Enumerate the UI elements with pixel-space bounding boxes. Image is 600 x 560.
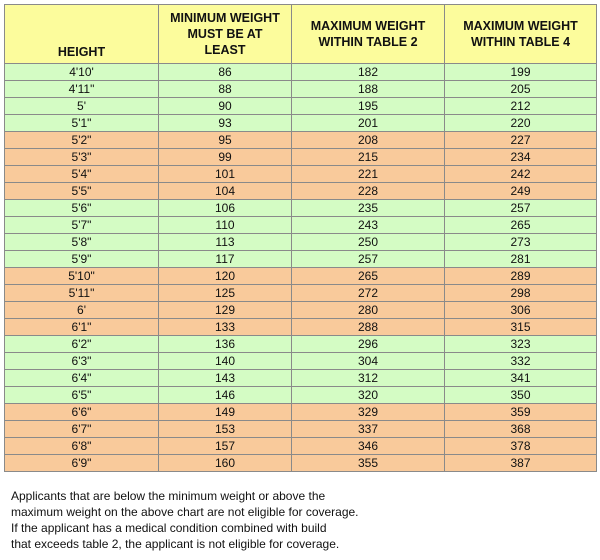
table-row <box>5 387 597 404</box>
cell-max-table2: 188 <box>292 81 445 98</box>
header-min-weight-line2: MUST BE AT <box>187 27 263 41</box>
header-height-label: HEIGHT <box>57 45 106 59</box>
table-row <box>5 353 597 370</box>
eligibility-notes <box>11 488 571 552</box>
cell-max-table2: 208 <box>292 132 445 149</box>
table-row <box>5 149 597 166</box>
cell-max-table4: 265 <box>445 217 597 234</box>
cell-min-weight: 146 <box>159 387 292 404</box>
cell-max-table2: 337 <box>292 421 445 438</box>
table-row <box>5 285 597 302</box>
table-row <box>5 302 597 319</box>
cell-min-weight: 104 <box>159 183 292 200</box>
cell-height: 5'4" <box>5 166 159 183</box>
cell-max-table4: 205 <box>445 81 597 98</box>
cell-max-table4: 323 <box>445 336 597 353</box>
cell-max-table4: 234 <box>445 149 597 166</box>
header-max-table2-line1: MAXIMUM WEIGHT <box>310 19 426 33</box>
cell-min-weight: 110 <box>159 217 292 234</box>
cell-height: 5'11" <box>5 285 159 302</box>
cell-min-weight: 149 <box>159 404 292 421</box>
header-max-table4-line1: MAXIMUM WEIGHT <box>463 19 578 33</box>
cell-max-table2: 257 <box>292 251 445 268</box>
cell-height: 6'3" <box>5 353 159 370</box>
cell-min-weight: 140 <box>159 353 292 370</box>
table-row <box>5 421 597 438</box>
cell-max-table2: 250 <box>292 234 445 251</box>
cell-max-table2: 221 <box>292 166 445 183</box>
cell-min-weight: 88 <box>159 81 292 98</box>
table-row <box>5 64 597 81</box>
cell-max-table2: 201 <box>292 115 445 132</box>
cell-height: 6'2" <box>5 336 159 353</box>
table-row <box>5 217 597 234</box>
cell-max-table2: 182 <box>292 64 445 81</box>
cell-min-weight: 101 <box>159 166 292 183</box>
cell-max-table2: 329 <box>292 404 445 421</box>
header-min-weight-line1: MINIMUM WEIGHT <box>170 11 280 25</box>
table-row <box>5 132 597 149</box>
header-min-weight <box>159 5 292 64</box>
table-row <box>5 370 597 387</box>
cell-max-table2: 195 <box>292 98 445 115</box>
table-row <box>5 336 597 353</box>
cell-min-weight: 157 <box>159 438 292 455</box>
cell-height: 5'9" <box>5 251 159 268</box>
cell-min-weight: 106 <box>159 200 292 217</box>
table-row <box>5 319 597 336</box>
cell-max-table4: 289 <box>445 268 597 285</box>
table-row <box>5 251 597 268</box>
header-max-table2-line2: WITHIN TABLE 2 <box>318 35 418 49</box>
cell-max-table4: 306 <box>445 302 597 319</box>
cell-min-weight: 125 <box>159 285 292 302</box>
cell-min-weight: 113 <box>159 234 292 251</box>
cell-height: 5'1" <box>5 115 159 132</box>
cell-height: 5' <box>5 98 159 115</box>
cell-max-table4: 332 <box>445 353 597 370</box>
cell-max-table4: 227 <box>445 132 597 149</box>
cell-max-table4: 281 <box>445 251 597 268</box>
cell-height: 6'8" <box>5 438 159 455</box>
cell-max-table4: 387 <box>445 455 597 472</box>
note-line: maximum weight on the above chart are not eligible for coverage. <box>11 505 359 519</box>
cell-max-table4: 368 <box>445 421 597 438</box>
cell-height: 5'10" <box>5 268 159 285</box>
cell-min-weight: 143 <box>159 370 292 387</box>
cell-max-table4: 199 <box>445 64 597 81</box>
header-max-table2 <box>292 5 445 64</box>
table-row <box>5 115 597 132</box>
table-row <box>5 183 597 200</box>
table-row <box>5 455 597 472</box>
cell-min-weight: 160 <box>159 455 292 472</box>
cell-min-weight: 133 <box>159 319 292 336</box>
cell-max-table2: 272 <box>292 285 445 302</box>
cell-max-table4: 249 <box>445 183 597 200</box>
note-line: Applicants that are below the minimum weight or above the <box>11 489 326 503</box>
cell-max-table2: 355 <box>292 455 445 472</box>
cell-height: 6'1" <box>5 319 159 336</box>
cell-height: 6' <box>5 302 159 319</box>
table-row <box>5 81 597 98</box>
cell-min-weight: 153 <box>159 421 292 438</box>
cell-max-table2: 320 <box>292 387 445 404</box>
cell-max-table2: 235 <box>292 200 445 217</box>
table-header <box>5 5 597 64</box>
cell-height: 5'7" <box>5 217 159 234</box>
cell-min-weight: 120 <box>159 268 292 285</box>
header-min-weight-line3: LEAST <box>204 43 246 57</box>
cell-min-weight: 93 <box>159 115 292 132</box>
cell-min-weight: 136 <box>159 336 292 353</box>
cell-max-table2: 296 <box>292 336 445 353</box>
table-row <box>5 166 597 183</box>
cell-height: 6'9" <box>5 455 159 472</box>
cell-max-table4: 350 <box>445 387 597 404</box>
table-row <box>5 98 597 115</box>
cell-min-weight: 95 <box>159 132 292 149</box>
header-row <box>5 5 597 64</box>
cell-min-weight: 86 <box>159 64 292 81</box>
cell-max-table4: 341 <box>445 370 597 387</box>
cell-height: 5'8" <box>5 234 159 251</box>
cell-max-table2: 215 <box>292 149 445 166</box>
cell-max-table4: 242 <box>445 166 597 183</box>
cell-min-weight: 90 <box>159 98 292 115</box>
header-max-table4 <box>445 5 597 64</box>
cell-max-table2: 228 <box>292 183 445 200</box>
cell-max-table4: 359 <box>445 404 597 421</box>
cell-min-weight: 117 <box>159 251 292 268</box>
cell-max-table2: 312 <box>292 370 445 387</box>
cell-max-table2: 288 <box>292 319 445 336</box>
cell-max-table2: 243 <box>292 217 445 234</box>
cell-max-table4: 298 <box>445 285 597 302</box>
note-line: If the applicant has a medical condition combined with build <box>11 521 327 535</box>
cell-height: 5'6" <box>5 200 159 217</box>
table-body <box>5 64 597 472</box>
cell-height: 5'2" <box>5 132 159 149</box>
cell-height: 5'3" <box>5 149 159 166</box>
cell-max-table4: 212 <box>445 98 597 115</box>
cell-max-table4: 220 <box>445 115 597 132</box>
cell-max-table4: 378 <box>445 438 597 455</box>
cell-height: 4'10' <box>5 64 159 81</box>
note-line: that exceeds table 2, the applicant is not eligible for coverage. <box>11 537 340 551</box>
cell-height: 4'11" <box>5 81 159 98</box>
table-row <box>5 234 597 251</box>
cell-max-table4: 315 <box>445 319 597 336</box>
cell-max-table2: 346 <box>292 438 445 455</box>
cell-max-table4: 273 <box>445 234 597 251</box>
header-height <box>5 5 159 64</box>
cell-height: 6'7" <box>5 421 159 438</box>
height-weight-table <box>4 4 597 472</box>
cell-height: 6'4" <box>5 370 159 387</box>
header-max-table4-line2: WITHIN TABLE 4 <box>470 35 571 49</box>
table-row <box>5 200 597 217</box>
cell-height: 6'6" <box>5 404 159 421</box>
cell-max-table2: 304 <box>292 353 445 370</box>
cell-min-weight: 129 <box>159 302 292 319</box>
cell-height: 5'5" <box>5 183 159 200</box>
cell-max-table2: 265 <box>292 268 445 285</box>
cell-max-table2: 280 <box>292 302 445 319</box>
table-row <box>5 268 597 285</box>
table-row <box>5 438 597 455</box>
cell-height: 6'5" <box>5 387 159 404</box>
table-row <box>5 404 597 421</box>
cell-min-weight: 99 <box>159 149 292 166</box>
cell-max-table4: 257 <box>445 200 597 217</box>
